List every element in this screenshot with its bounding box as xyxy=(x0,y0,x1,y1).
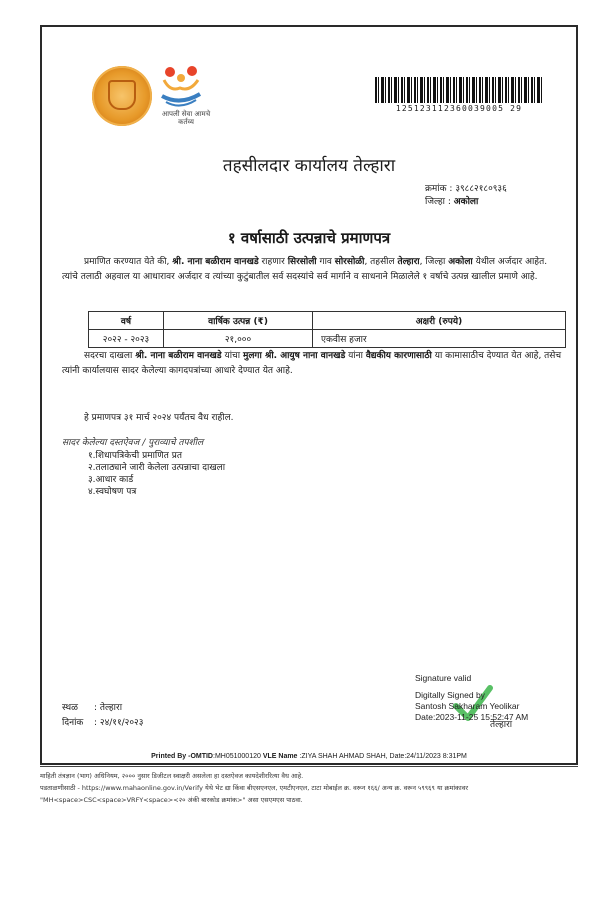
printed-by-line: Printed By -OMTID:MH051000120 VLE Name :ZIYA SHAH AHMAD SHAH, Date:24/11/2023 8:31PM xyxy=(151,753,467,760)
table-header-row xyxy=(89,312,566,330)
purpose-paragraph: सदरचा दाखला श्री. नाना बळीराम वानखडे यांचा मुलगा श्री. आयुष नाना वानखडे यांना वैद्यकीय कारणासाठी या कामासाठीच देण्यात येत आहे, तसेच त्यांनी कार्यालयास सादर केलेल्या कागदपत्रांच्या आधारे देण्यात येत आहे. xyxy=(62,351,562,376)
seva-tagline: आपली सेवा आमचे कर्तव्य xyxy=(161,110,211,126)
signer-name: Santosh Sakharam Yeolikar xyxy=(415,701,520,711)
place-date-block xyxy=(62,701,143,731)
jilha-value: अकोला xyxy=(453,197,479,207)
sthal-value: : तेल्हारा xyxy=(94,703,123,713)
list-item: ३.आधार कार्ड xyxy=(88,475,134,485)
footer-line-2: पडताळणीसाठी - https://www.mahaonline.gov.in/Verify येथे भेट द्या किंवा बीएसएनएल, एमटीएनएल, टाटा मोबाईल क्र. वरून १६६/ अन्य क्र. वरून ५९९६९ या क्रमांकावर xyxy=(40,784,468,792)
cell-income: २१,००० xyxy=(164,330,313,348)
list-item: ४.स्वघोषण पत्र xyxy=(88,487,137,497)
certificate-title: १ वर्षासाठी उत्पन्नाचे प्रमाणपत्र xyxy=(227,229,391,247)
documents-heading: सादर केलेल्या दस्तऐवज / पुराव्याचे तपशील xyxy=(62,438,204,448)
list-item: २.तलाठ्याने जारी केलेला उत्पन्नाचा दाखला xyxy=(88,463,226,473)
income-table xyxy=(88,311,566,348)
applicant-name: श्री. नाना बळीराम वानखडे xyxy=(172,257,259,267)
signature-status: Signature valid xyxy=(415,673,472,683)
signed-by-label: Digitally Signed by xyxy=(415,690,485,700)
footer-divider xyxy=(40,766,578,767)
col-year: वर्ष xyxy=(89,312,164,330)
cell-year: २०२२ - २०२३ xyxy=(89,330,164,348)
jilha-label: जिल्हा : xyxy=(425,197,451,207)
sthal-label: स्थळ xyxy=(62,703,78,713)
validity-text: हे प्रमाणपत्र ३१ मार्च २०२४ पर्यंतच वैध राहील. xyxy=(84,413,234,423)
signature-place: तेल्हारा xyxy=(490,720,513,730)
barcode xyxy=(375,77,543,103)
col-income: वार्षिक उत्पन्न (₹) xyxy=(164,312,313,330)
barcode-number: 125123112360039005 29 xyxy=(395,104,523,113)
maharashtra-seal-icon xyxy=(92,66,152,126)
list-item: १.शिधापत्रिकेची प्रमाणित प्रत xyxy=(88,451,183,461)
certification-paragraph: प्रमाणित करण्यात येते की, श्री. नाना बळीराम वानखडे राहणार सिरसोली गाव सोरसोळी, तहसील तेल्हारा, जिल्हा अकोला येथील अर्जदार आहेत. त्यांचे तलाठी अहवाल या आधारावर अर्जदार व त्यांच्या कुटुंबातील सर्व सदस्यांचे सर्व मार्गाने व साधनाने मिळालेले १ वर्षाचे उत्पन्न खालील प्रमाणे आहे. xyxy=(62,257,548,282)
footer-notes xyxy=(40,770,580,806)
dinank-value: : २४/११/२०२३ xyxy=(94,718,144,728)
signature-date: Date:2023-11-25 15:52:47 AM xyxy=(415,712,529,722)
footer-line-1: माहिती तंत्रज्ञान (भाग) अधिनियम, २००० नुसार डिजीटल स्वाक्षरी असलेला हा दस्तऐवज कायदेशीररित्या वैध आहे. xyxy=(40,772,304,780)
col-words: अक्षरी (रुपये) xyxy=(313,312,566,330)
footer-line-3: "MH<space>CSC<space>VRFY<space><२० अंकी बारकोड क्रमांक>" असा एसएमएस पाठवा. xyxy=(40,796,303,804)
dinank-label: दिनांक xyxy=(62,718,84,728)
documents-list xyxy=(88,450,225,498)
kramank-label: क्रमांक : xyxy=(425,184,453,194)
certificate-border xyxy=(40,25,578,765)
office-title: तहसीलदार कार्यालय तेल्हारा xyxy=(222,156,396,176)
table-row xyxy=(89,330,566,348)
kramank-value: ३९८८२१८०९३६ xyxy=(455,184,507,194)
cell-words: एकवीस हजार xyxy=(313,330,566,348)
aapli-seva-logo-icon xyxy=(156,62,204,112)
digital-signature-block xyxy=(415,673,528,723)
certificate-meta xyxy=(425,183,507,209)
